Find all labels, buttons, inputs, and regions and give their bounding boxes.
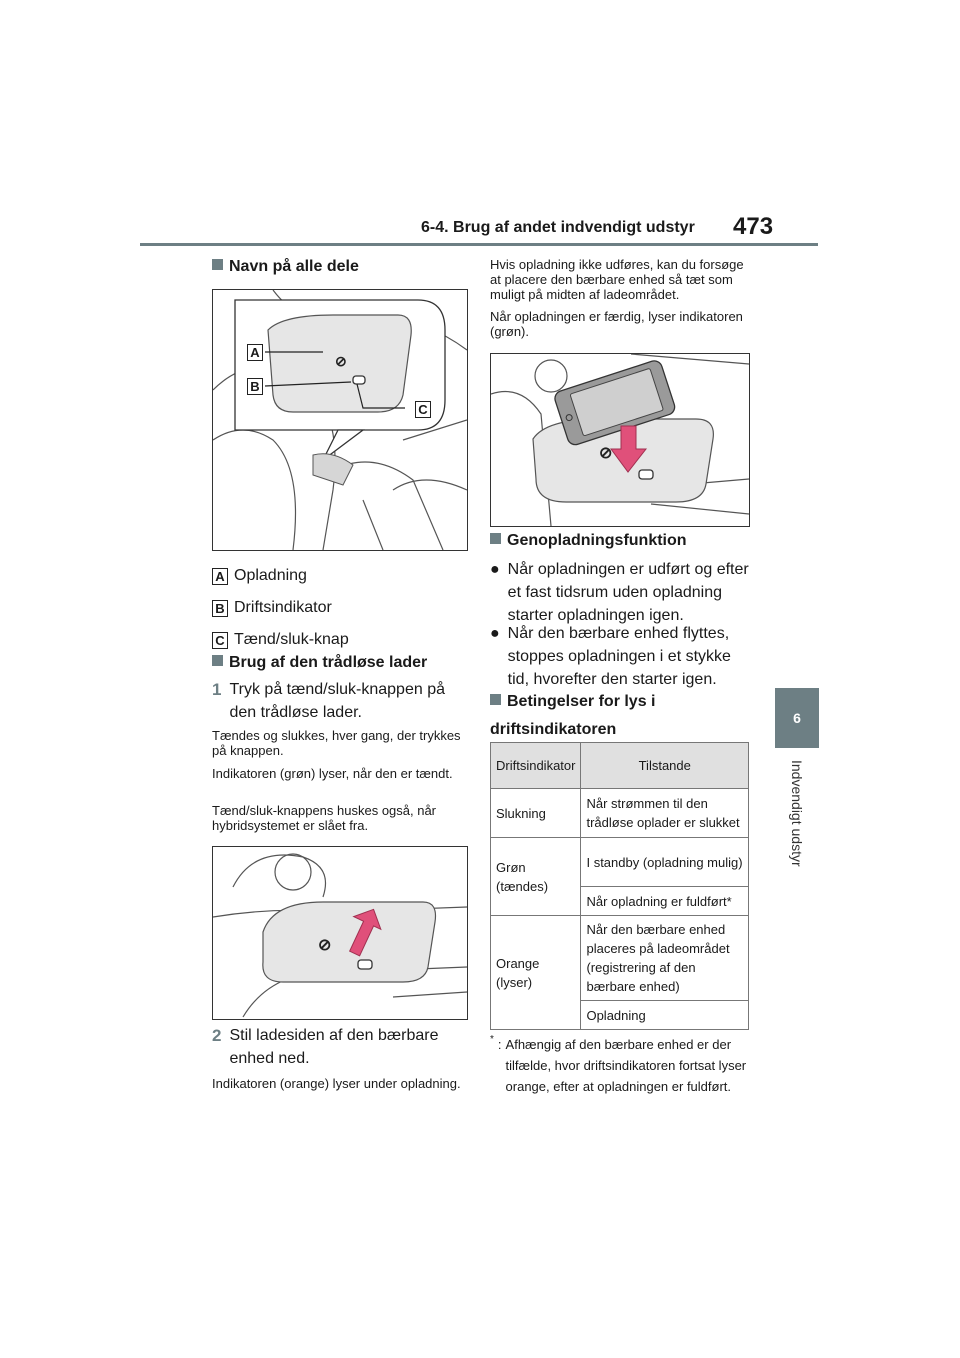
note-4: Indikatoren (orange) lyser under opladning. <box>212 1076 461 1091</box>
section-title: 6-4. Brug af andet indvendigt udstyr <box>421 219 695 236</box>
chapter-title: Indvendigt udstyr <box>789 760 805 867</box>
heading-conditions: Betingelser for lys i driftsindikatoren <box>490 693 656 738</box>
table-cell: Opladning <box>581 1001 749 1030</box>
legend-key-b: B <box>212 600 228 617</box>
heading-bullet-icon <box>490 694 501 705</box>
page-number: 473 <box>733 213 774 240</box>
note-top-2: Når opladningen er færdig, lyser indikatoren (grøn). <box>490 309 743 339</box>
footnote-text: Afhængig af den bærbare enhed er der tilfælde, hvor driftsindikatoren fortsat lyser orange, efter at opladningen er fuldført. <box>505 1037 747 1094</box>
bullet-dot-icon: ● <box>490 561 500 578</box>
table-cell: Når opladning er fuldført* <box>581 887 749 916</box>
step-2: 2 Stil ladesiden af den bærbare enhed ned. <box>212 1026 439 1067</box>
legend-key-c: C <box>212 632 228 649</box>
footnote-mark: * <box>490 1034 494 1045</box>
console-illustration <box>213 290 467 550</box>
note-top-1: Hvis opladning ikke udføres, kan du forsøge at placere den bærbare enhed så tæt som muligt på midten af ladeområdet. <box>490 257 744 302</box>
table-header: Tilstande <box>581 743 749 789</box>
table-cell: Slukning <box>491 789 581 838</box>
table-header-row <box>491 743 749 789</box>
label-c: C <box>415 401 431 418</box>
heading-recharge: Genopladningsfunktion <box>490 532 687 550</box>
footnote: * : Afhængig af den bærbare enhed er der tilfælde, hvor driftsindikatoren fortsat lyser orange, efter at opladningen er fuldført. <box>490 1034 750 1097</box>
table-cell: Grøn (tændes) <box>491 838 581 916</box>
legend-item-c: C Tænd/sluk-knap <box>212 624 349 656</box>
heading-names: Navn på alle dele <box>212 258 359 276</box>
heading-bullet-icon <box>212 259 223 270</box>
bullet-1: ● Når opladningen er udført og efter et fast tidsrum uden opladning starter opladningen igen. <box>490 558 750 627</box>
header-rule <box>140 243 818 246</box>
note-1: Tændes og slukkes, hver gang, der trykkes på knappen. <box>212 728 461 758</box>
note-2: Indikatoren (grøn) lyser, når den er tændt. <box>212 766 453 781</box>
table-cell: I standby (opladning mulig) <box>581 838 749 887</box>
heading-use: Brug af den trådløse lader <box>212 654 427 672</box>
wireless-charge-icon: ⊘ <box>318 937 332 954</box>
legend-item-b: B Driftsindikator <box>212 592 349 624</box>
bullet-2: ● Når den bærbare enhed flyttes, stoppes opladningen i et stykke tid, hvorefter den starter igen. <box>490 622 750 691</box>
table-row <box>491 789 749 838</box>
table-cell: Når den bærbare enhed placeres på ladeområdet (registrering af den bærbare enhed) <box>581 916 749 1001</box>
table-row <box>491 838 749 887</box>
legend-key-a: A <box>212 568 228 585</box>
step-1: 1 Tryk på tænd/sluk-knappen på den trådløse lader. <box>212 680 445 721</box>
label-b: B <box>247 378 263 395</box>
heading-bullet-icon <box>490 533 501 544</box>
table-cell: Orange (lyser) <box>491 916 581 1030</box>
table-row <box>491 916 749 1001</box>
figure-parts-overview <box>212 289 468 551</box>
bullet-dot-icon: ● <box>490 625 500 642</box>
wireless-charge-icon: ⊘ <box>599 445 613 462</box>
legend-item-a: A Opladning <box>212 560 349 592</box>
table-header: Driftsindikator <box>491 743 581 789</box>
heading-bullet-icon <box>212 655 223 666</box>
wireless-charge-icon: ⊘ <box>335 353 347 369</box>
indicator-status-table <box>490 742 749 1030</box>
note-3: Tænd/sluk-knappens huskes også, når hybridsystemet er slået fra. <box>212 803 437 833</box>
label-a: A <box>247 344 263 361</box>
figure-press-button <box>212 846 468 1020</box>
figure-place-device <box>490 353 750 527</box>
chapter-tab: 6 <box>775 688 819 748</box>
table-cell: Når strømmen til den trådløse oplader er slukket <box>581 789 749 838</box>
parts-legend <box>212 560 349 656</box>
